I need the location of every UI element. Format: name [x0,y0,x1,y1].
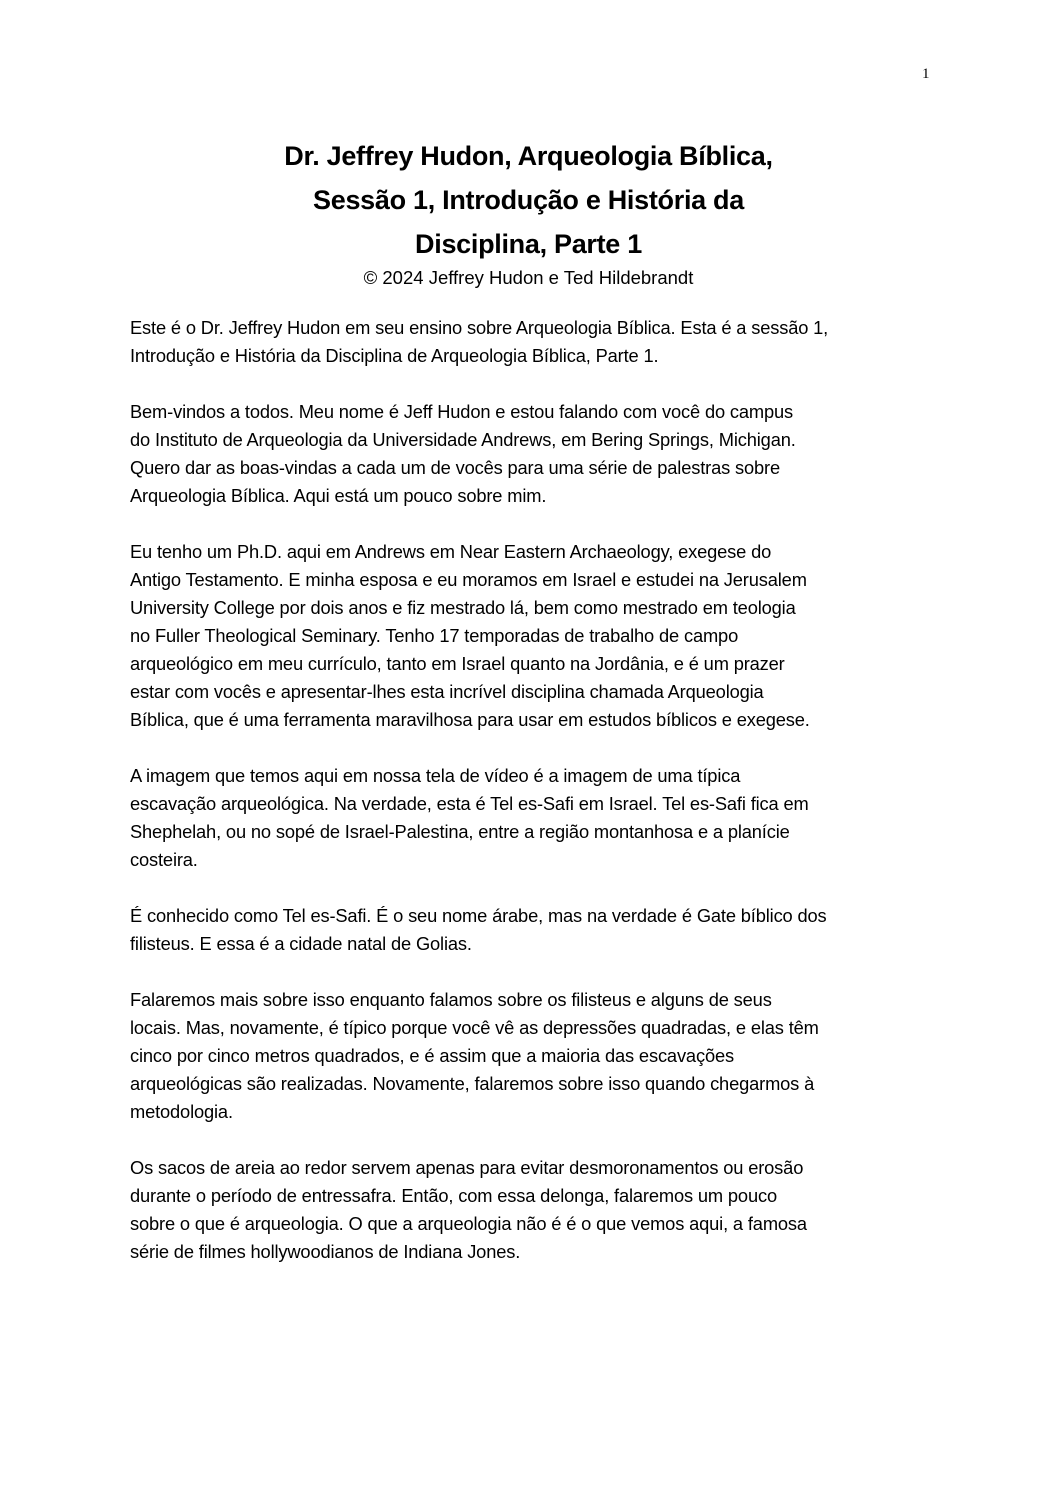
document-header [130,134,927,292]
page-number: 1 [922,66,930,82]
text-line: costeira. [130,849,198,870]
text-line: Antigo Testamento. E minha esposa e eu moramos em Israel e estudei na Jerusalem [130,569,807,590]
text-line: cinco por cinco metros quadrados, e é assim que a maioria das escavações [130,1045,734,1066]
paragraph [130,314,930,370]
text-line: Falaremos mais sobre isso enquanto falamos sobre os filisteus e alguns de seus [130,989,772,1010]
text-line: Quero dar as boas-vindas a cada um de vocês para uma série de palestras sobre [130,457,780,478]
text-line: A imagem que temos aqui em nossa tela de vídeo é a imagem de uma típica [130,765,741,786]
paragraph [130,398,930,510]
document-title-line: Disciplina, Parte 1 [415,229,642,259]
text-line: Este é o Dr. Jeffrey Hudon em seu ensino sobre Arqueologia Bíblica. Esta é a sessão 1, [130,317,829,338]
text-line: escavação arqueológica. Na verdade, esta é Tel es-Safi em Israel. Tel es-Safi fica em [130,793,809,814]
text-line: sobre o que é arqueologia. O que a arqueologia não é é o que vemos aqui, a famosa [130,1213,807,1234]
copyright-notice: © 2024 Jeffrey Hudon e Ted Hildebrandt [363,267,694,288]
text-line: É conhecido como Tel es-Safi. É o seu nome árabe, mas na verdade é Gate bíblico dos [130,905,827,926]
text-line: locais. Mas, novamente, é típico porque você vê as depressões quadradas, e elas têm [130,1017,819,1038]
text-line: série de filmes hollywoodianos de Indiana Jones. [130,1241,521,1262]
text-line: Arqueologia Bíblica. Aqui está um pouco sobre mim. [130,485,547,506]
text-line: arqueológicas são realizadas. Novamente, falaremos sobre isso quando chegarmos à [130,1073,815,1094]
document-title-line: Sessão 1, Introdução e História da [313,185,744,215]
text-line: University College por dois anos e fiz mestrado lá, bem como mestrado em teologia [130,597,796,618]
paragraph [130,986,930,1126]
text-line: do Instituto de Arqueologia da Universidade Andrews, em Bering Springs, Michigan. [130,429,796,450]
document-body [130,314,930,1294]
paragraph [130,538,930,734]
document-title-line: Dr. Jeffrey Hudon, Arqueologia Bíblica, [284,141,773,171]
paragraph [130,902,930,958]
text-line: Bíblica, que é uma ferramenta maravilhosa para usar em estudos bíblicos e exegese. [130,709,810,730]
paragraph [130,1154,930,1266]
text-line: Eu tenho um Ph.D. aqui em Andrews em Near Eastern Archaeology, exegese do [130,541,772,562]
text-line: metodologia. [130,1101,233,1122]
text-line: Shephelah, ou no sopé de Israel-Palestina, entre a região montanhosa e a planície [130,821,790,842]
text-line: estar com vocês e apresentar-lhes esta incrível disciplina chamada Arqueologia [130,681,764,702]
text-line: Introdução e História da Disciplina de Arqueologia Bíblica, Parte 1. [130,345,659,366]
text-line: Bem-vindos a todos. Meu nome é Jeff Hudon e estou falando com você do campus [130,401,794,422]
text-line: no Fuller Theological Seminary. Tenho 17 temporadas de trabalho de campo [130,625,739,646]
text-line: filisteus. E essa é a cidade natal de Golias. [130,933,472,954]
text-line: Os sacos de areia ao redor servem apenas para evitar desmoronamentos ou erosão [130,1157,804,1178]
text-line: arqueológico em meu currículo, tanto em Israel quanto na Jordânia, e é um prazer [130,653,785,674]
paragraph [130,762,930,874]
text-line: durante o período de entressafra. Então, com essa delonga, falaremos um pouco [130,1185,777,1206]
